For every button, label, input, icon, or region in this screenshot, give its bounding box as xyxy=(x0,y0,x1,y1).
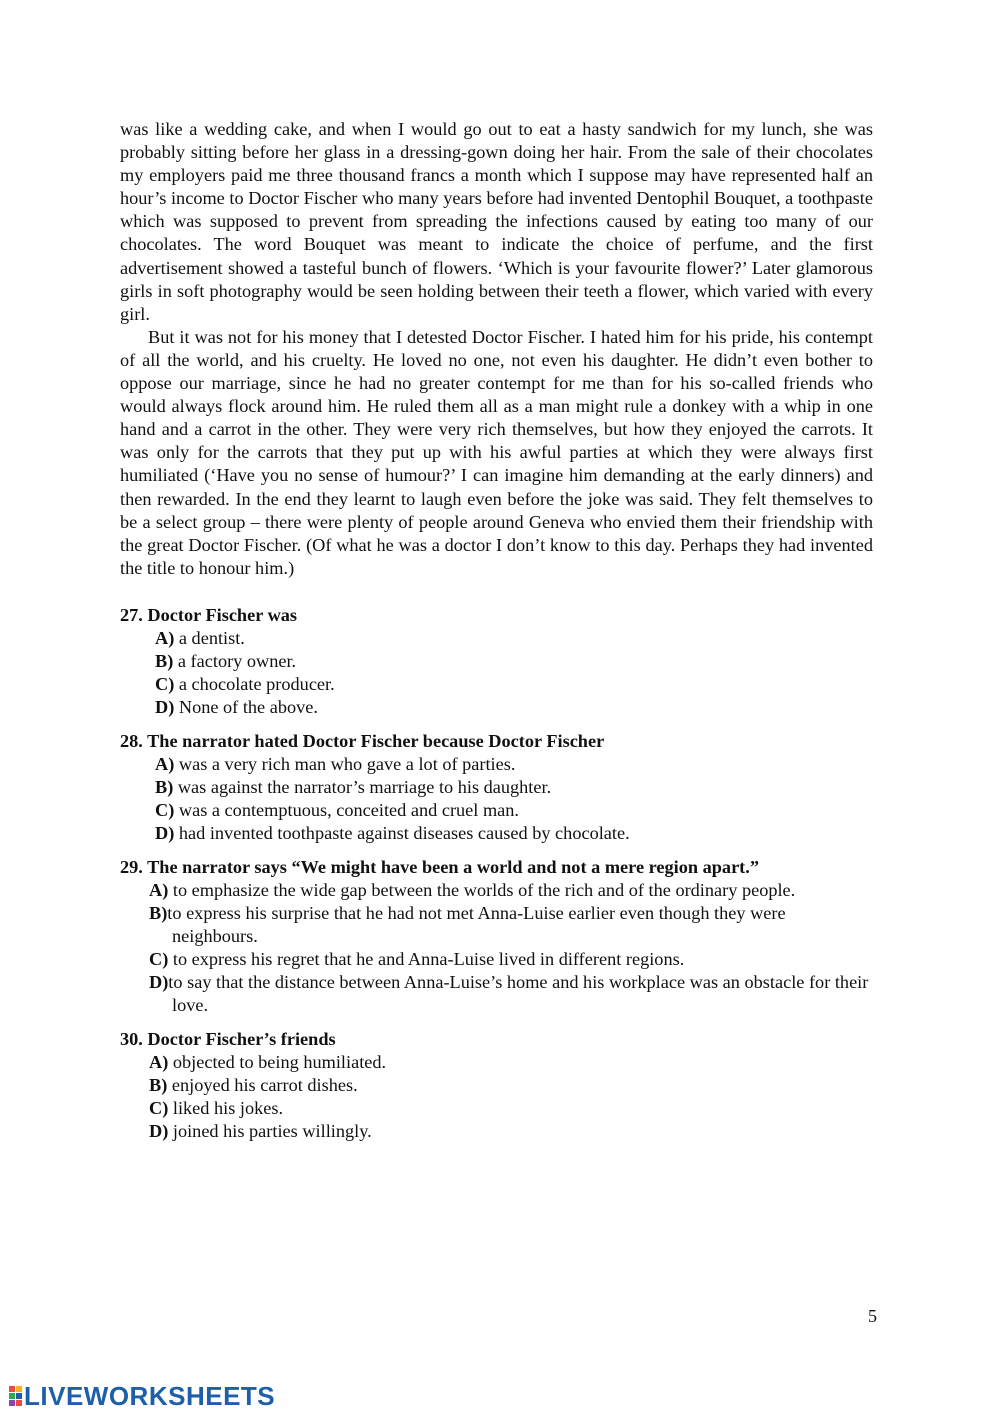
question-title: 28. The narrator hated Doctor Fischer because Doctor Fischer xyxy=(120,730,605,751)
option-text: was a contemptuous, conceited and cruel man. xyxy=(178,799,519,820)
question-29 xyxy=(120,856,873,1017)
logo-blocks-icon xyxy=(9,1386,22,1406)
logo-text: LIVEWORKSHEETS xyxy=(24,1380,276,1411)
option-letter: C) xyxy=(149,948,169,969)
answer-options xyxy=(120,1051,873,1143)
option-text: joined his parties willingly. xyxy=(172,1120,372,1141)
option-text: a chocolate producer. xyxy=(178,673,335,694)
option-c[interactable] xyxy=(120,1097,873,1120)
passage-paragraph-1: was like a wedding cake, and when I would go out to eat a hasty sandwich for my lunch, she was probably sitting before her glass in a dressing-gown doing her hair. From the sale of their chocolates my employers paid me three thousand francs a month which I suppose may have represented half an hour’s income to Doctor Fischer who many years before had invented Dentophil Bouquet, a toothpaste which was supposed to prevent from spreading the infections caused by eating too many of our chocolates. The word Bouquet was meant to indicate the choice of perfume, and the first advertisement showed a tasteful bunch of flowers. ‘Which is your favourite flower?’ Later glamorous girls in soft photography would be seen holding between their teeth a flower, which varied with every girl. xyxy=(120,119,873,324)
question-title: 29. The narrator says “We might have been a world and not a mere region apart.” xyxy=(120,856,759,877)
option-b[interactable] xyxy=(120,776,873,799)
question-title: 30. Doctor Fischer’s friends xyxy=(120,1028,336,1049)
option-letter: D) xyxy=(155,696,175,717)
option-a[interactable] xyxy=(120,879,873,902)
option-b[interactable] xyxy=(120,1074,873,1097)
option-letter: C) xyxy=(155,799,175,820)
option-c[interactable] xyxy=(120,948,873,971)
option-text: was against the narrator’s marriage to his daughter. xyxy=(177,776,552,797)
question-28 xyxy=(120,730,873,845)
option-letter: A) xyxy=(149,879,169,900)
question-27 xyxy=(120,604,873,719)
option-text: was a very rich man who gave a lot of parties. xyxy=(178,753,516,774)
option-d[interactable] xyxy=(120,822,873,845)
option-c[interactable] xyxy=(120,799,873,822)
option-letter: D) xyxy=(155,822,175,843)
passage-paragraph-2: But it was not for his money that I detested Doctor Fischer. I hated him for his pride, his contempt of all the world, and his cruelty. He loved no one, not even his daughter. He didn’t even bother to oppose our marriage, since he had no greater contempt for me than for his so-called friends who would always flock around him. He ruled them all as a man might rule a donkey with a whip in one hand and a carrot in the other. They were very rich themselves, but how they enjoyed the carrots. It was only for the carrots that they put up with his awful parties at which they were always first humiliated (‘Have you no sense of humour?’ I can imagine him demanding at the early dinners) and then rewarded. In the end they learnt to laugh even before the joke was said. They felt themselves to be a select group – there were plenty of people around Geneva who envied them their friendship with the great Doctor Fischer. (Of what he was a doctor I don’t know to this day. Perhaps they had invented the title to honour him.) xyxy=(120,326,873,578)
option-b[interactable] xyxy=(120,902,873,948)
option-letter: A) xyxy=(155,627,175,648)
option-letter: D) xyxy=(149,1120,169,1141)
answer-options xyxy=(120,879,873,1017)
option-d[interactable] xyxy=(120,1120,873,1143)
option-text: None of the above. xyxy=(178,696,318,717)
option-text: a factory owner. xyxy=(177,650,297,671)
option-a[interactable] xyxy=(120,753,873,776)
option-a[interactable] xyxy=(120,1051,873,1074)
option-letter: B) xyxy=(149,902,168,923)
answer-options xyxy=(120,753,873,845)
option-text: to say that the distance between Anna-Luise’s home and his workplace was an obstacle for their love. xyxy=(168,971,869,1015)
question-title: 27. Doctor Fischer was xyxy=(120,604,298,625)
option-letter: B) xyxy=(155,650,174,671)
option-letter: B) xyxy=(155,776,174,797)
option-text: a dentist. xyxy=(178,627,245,648)
option-letter: A) xyxy=(155,753,175,774)
option-text: to express his regret that he and Anna-Luise lived in different regions. xyxy=(172,948,685,969)
option-letter: C) xyxy=(155,673,175,694)
page-number: 5 xyxy=(868,1306,877,1326)
option-d[interactable] xyxy=(120,696,873,719)
option-a[interactable] xyxy=(120,627,873,650)
option-text: enjoyed his carrot dishes. xyxy=(171,1074,358,1095)
liveworksheets-logo[interactable] xyxy=(9,1380,276,1411)
option-text: to express his surprise that he had not met Anna-Luise earlier even though they were neighbours. xyxy=(167,902,786,946)
option-letter: C) xyxy=(149,1097,169,1118)
worksheet-page xyxy=(120,118,873,1143)
option-text: to emphasize the wide gap between the worlds of the rich and of the ordinary people. xyxy=(172,879,796,900)
option-d[interactable] xyxy=(120,971,873,1017)
option-letter: A) xyxy=(149,1051,169,1072)
answer-options xyxy=(120,627,873,719)
option-b[interactable] xyxy=(120,650,873,673)
question-30 xyxy=(120,1028,873,1143)
option-letter: D) xyxy=(149,971,169,992)
option-letter: B) xyxy=(149,1074,168,1095)
option-text: objected to being humiliated. xyxy=(172,1051,387,1072)
option-text: had invented toothpaste against diseases caused by chocolate. xyxy=(178,822,630,843)
option-text: liked his jokes. xyxy=(172,1097,284,1118)
option-c[interactable] xyxy=(120,673,873,696)
